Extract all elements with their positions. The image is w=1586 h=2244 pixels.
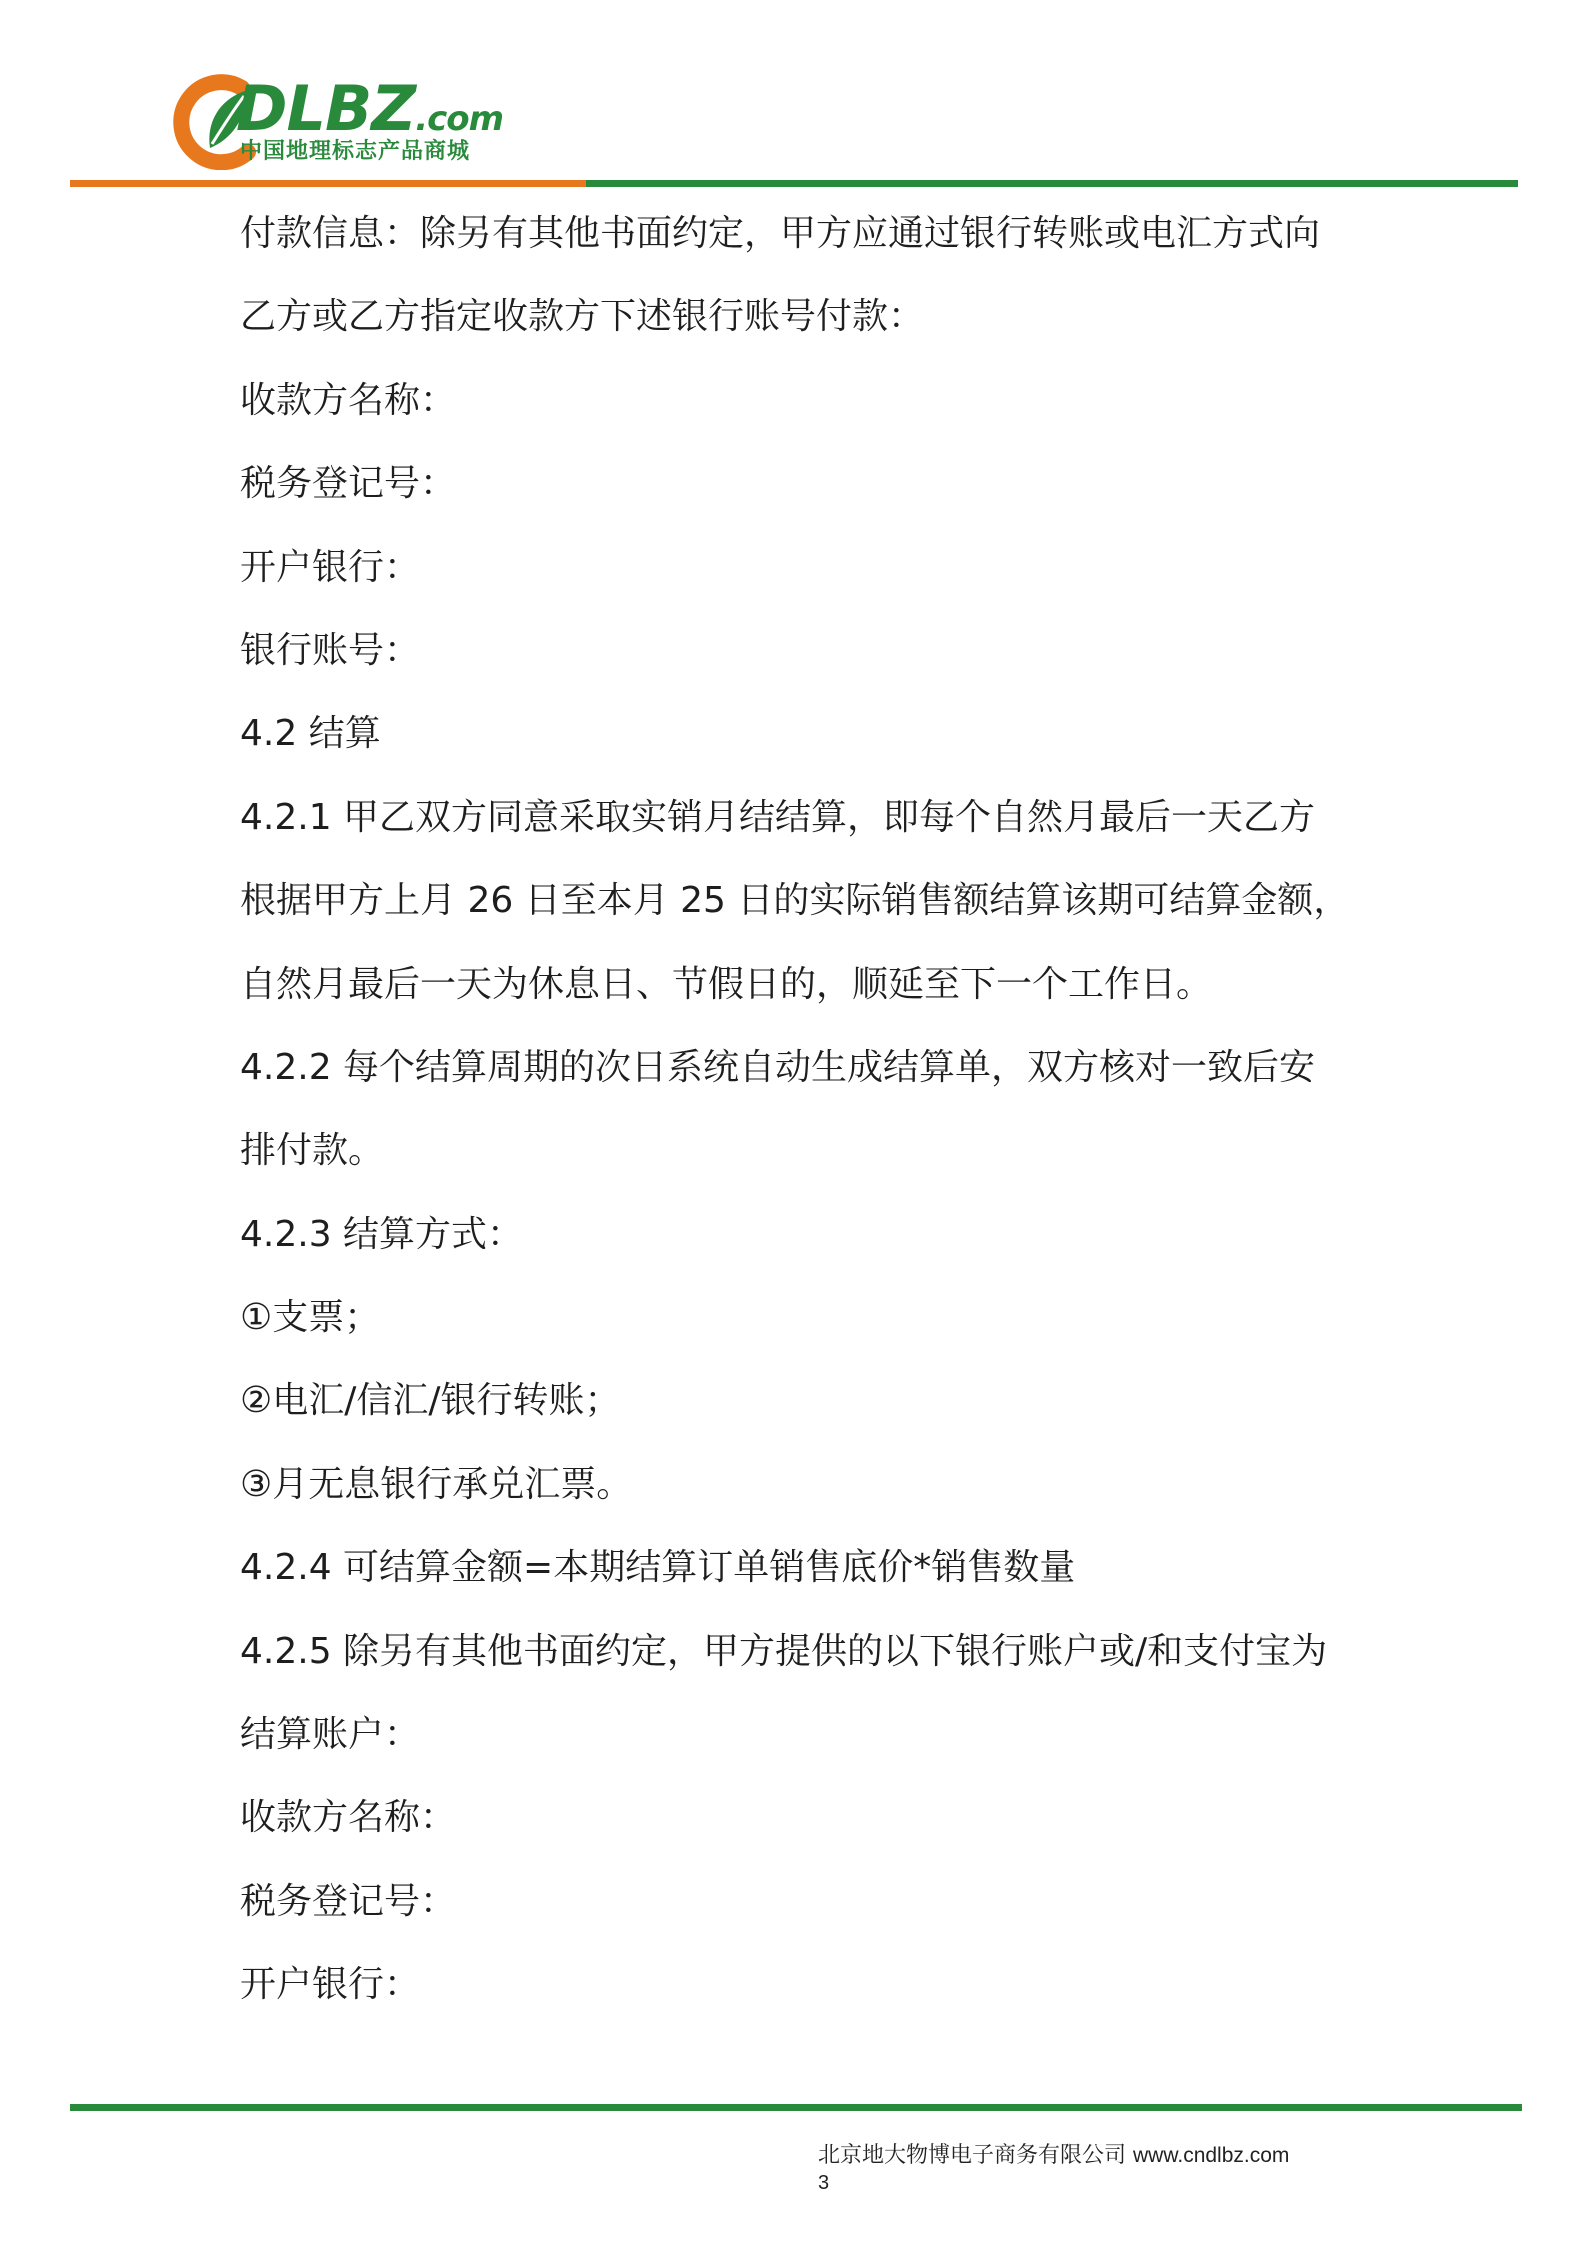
header-divider-green: [586, 180, 1518, 187]
footer-url: www.cndlbz.com: [1133, 2144, 1290, 2167]
text-line: 乙方或乙方指定收款方下述银行账号付款：: [240, 296, 925, 338]
text-line: 税务登记号：: [240, 463, 457, 505]
text-line: 付款信息：除另有其他书面约定，甲方应通过银行转账或电汇方式向: [240, 213, 1321, 254]
text-line: 排付款。: [240, 1130, 385, 1172]
text-line: 4.2.2 每个结算周期的次日系统自动生成结算单，双方核对一致后安: [240, 1046, 1316, 1088]
text-line: 开户银行：: [240, 546, 421, 588]
footer-company: [818, 2138, 1289, 2169]
text-line: 4.2.1 甲乙双方同意采取实销月结结算，即每个自然月最后一天乙方: [240, 796, 1316, 838]
header-logo: [172, 68, 512, 168]
list-item: ②电汇/信汇/银行转账；: [240, 1380, 621, 1422]
text-line: 开户银行：: [240, 1964, 421, 2006]
list-item: ①支票；: [240, 1297, 381, 1339]
text-line: 收款方名称：: [240, 1797, 457, 1839]
text-line: 银行账号：: [240, 629, 421, 671]
text-line: 收款方名称：: [240, 379, 457, 421]
text-line: 4.2.3 结算方式：: [240, 1213, 524, 1255]
text-line: 结算账户：: [240, 1714, 421, 1756]
header-divider: [70, 180, 1518, 187]
text-line: 4.2.5 除另有其他书面约定，甲方提供的以下银行账户或/和支付宝为: [240, 1630, 1328, 1672]
text-line: 税务登记号：: [240, 1880, 457, 1922]
logo-domain: .com: [415, 99, 504, 139]
header-divider-orange: [70, 180, 586, 187]
text-line: 4.2.4 可结算金额=本期结算订单销售底价*销售数量: [240, 1547, 1076, 1589]
footer-company-name: 北京地大物博电子商务有限公司: [818, 2143, 1127, 2168]
logo-word: DLBZ: [236, 72, 416, 145]
footer-divider: [70, 2104, 1522, 2111]
text-line: 根据甲方上月 26 日至本月 25 日的实际销售额结算该期可结算金额，: [240, 880, 1350, 922]
page-number: 3: [818, 2172, 830, 2194]
list-item: ③月无息银行承兑汇票。: [240, 1463, 633, 1505]
logo-subtitle: 中国地理标志产品商城: [240, 139, 471, 164]
text-line: 自然月最后一天为休息日、节假日的，顺延至下一个工作日。: [240, 963, 1213, 1005]
document-body: [240, 192, 1380, 2027]
section-heading: 4.2 结算: [240, 713, 381, 755]
